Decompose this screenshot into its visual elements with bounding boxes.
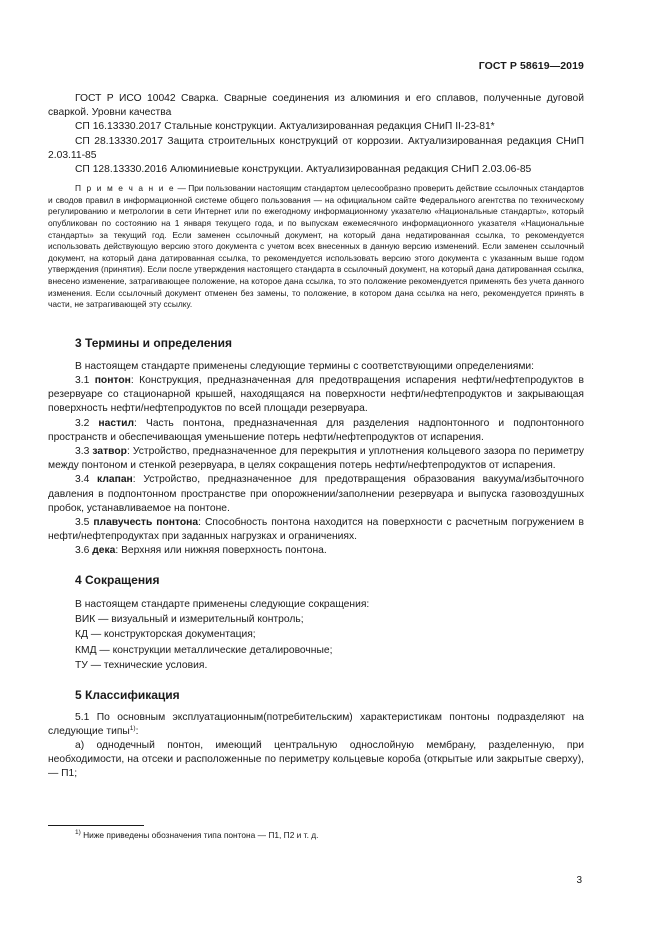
classification-item: а) однодечный понтон, имеющий центральную однослойную мембрану, разделенную, при необходимости, на отсеки и расположенные по периметру кольцевые короба (открытые или закрытые сверху), — П1;	[48, 740, 584, 780]
abbreviation-item: ВИК — визуальный и измерительный контроль;	[75, 614, 304, 625]
section-heading-terms: 3 Термины и определения	[75, 335, 233, 350]
note-text: — При пользовании настоящим стандартом целесообразно проверить действие ссылочных стандартов и сводов правил в информационной системе общего пользования — на официальном сайте Федерального агентства по техническому регулированию и метрологии в сети Интернет или по ежегодному информационному указателю «Национальные стандарты», который опубликован по состоянию на 1 января текущего года, и по выпускам ежемесячного информационного указателя «Национальные стандарты» за текущий год. Если заменен ссылочный документ, на который дана недатированная ссылка, то рекомендуется использовать действующую версию этого документа с учетом всех внесенных в данную версию изменений. Если заменен ссылочный документ, на который дана датированная ссылка, то рекомендуется использовать версию этого документа с указанным выше годом утверждения (принятия). Если после утверждения настоящего стандарта в ссылочный документ, на который дана датированная ссылка, внесено изменение, затрагивающее положение, на которое дана ссылка, то это положение рекомендуется применять без учета данного изменения. Если ссылочный документ отменен без замены, то положение, в котором дана ссылка на него, рекомендуется принять в части, не затрагивающей эту ссылку.	[48, 183, 584, 310]
reference-item: СП 128.13330.2016 Алюминиевые конструкции. Актуализированная редакция СНиП 2.03.06-85	[75, 164, 532, 176]
term-name: понтон	[94, 374, 131, 386]
term-text: : Верхняя или нижняя поверхность понтона.	[115, 545, 327, 557]
term-definition	[48, 374, 584, 417]
section-heading-classification: 5 Классификация	[75, 687, 180, 702]
term-definition	[48, 445, 584, 473]
abbreviation-item: КД — конструкторская документация;	[75, 629, 256, 641]
document-body	[48, 92, 584, 782]
section-heading-abbreviations: 4 Сокращения	[75, 572, 160, 587]
reference-item: СП 28.13330.2017 Защита строительных конструкций от коррозии. Актуализированная редакция СНиП 2.03.11-85	[48, 135, 584, 161]
reference-note	[48, 183, 584, 311]
paragraph-end: :	[135, 725, 139, 737]
term-name: плавучесть понтона	[93, 516, 199, 528]
term-definition	[48, 516, 584, 544]
term-number: 3.4	[75, 474, 98, 486]
term-definition	[48, 417, 584, 445]
paragraph-text: 5.1 По основным эксплуатационным(потребительским) характеристикам понтоны подразделяют на следующие типы	[48, 711, 584, 737]
term-text: : Конструкция, предназначенная для предотвращения испарения нефти/нефтепродуктов в резервуаре со стационарной крышей, находящаяся на поверхности нефти/нефтепродуктов и закрывающая поверхность нефти/нефтепродуктов по всей площади резервуара.	[48, 374, 584, 415]
note-label: П р и м е ч а н и е	[75, 183, 176, 194]
footnote-text: Ниже приведены обозначения типа понтона — П1, П2 и т. д.	[80, 830, 319, 840]
section-intro: В настоящем стандарте применены следующие термины с соответствующими определениями:	[75, 360, 535, 372]
term-number: 3.2	[75, 417, 99, 429]
term-number: 3.6	[75, 545, 93, 557]
term-number: 3.1	[75, 374, 95, 386]
footnote-mark: 1)	[75, 829, 81, 836]
reference-item: ГОСТ Р ИСО 10042 Сварка. Сварные соединения из алюминия и его сплавов, полученные дуговой сваркой. Уровни качества	[48, 93, 584, 119]
term-name: настил	[98, 417, 135, 429]
footnote	[75, 830, 318, 841]
term-definition	[48, 473, 584, 516]
page-number: 3	[576, 875, 582, 886]
term-text: : Устройство, предназначенное для предотвращения образования вакуума/избыточного давления в подпонтонном пространстве при опорожнении/заполнении резервуара и выпуска газовоздушных пробок, устанавливаемое на понтоне.	[48, 474, 584, 514]
term-text: : Часть понтона, предназначенная для разделения надпонтонного и подпонтонного пространств и обеспечивающая уменьшение потерь нефти/нефтепродуктов от испарения.	[48, 417, 584, 443]
term-name: клапан	[97, 474, 133, 486]
term-number: 3.3	[75, 445, 93, 457]
abbreviation-item: КМД — конструкции металлические деталировочные;	[75, 644, 333, 656]
section-intro: В настоящем стандарте применены следующие сокращения:	[75, 598, 370, 610]
term-text: : Способность понтона находится на поверхности с расчетным погружением в нефти/нефтепродуктах при заданных нагрузках и ограничениях.	[48, 516, 584, 543]
term-name: затвор	[92, 445, 127, 457]
term-text: : Устройство, предназначенное для перекрытия и уплотнения кольцевого зазора по периметру между понтоном и стенкой резервуара, в целях сокращения потерь нефти/нефтепродуктов от испарения.	[48, 445, 584, 472]
footnote-ref: 1)	[129, 724, 136, 732]
classification-paragraph	[48, 711, 584, 739]
footnote-divider	[48, 825, 144, 826]
term-definition	[48, 544, 584, 558]
abbreviation-item: ТУ — технические условия.	[75, 660, 208, 672]
term-number: 3.5	[75, 516, 94, 528]
reference-item: СП 16.13330.2017 Стальные конструкции. Актуализированная редакция СНиП II-23-81*	[75, 121, 495, 133]
document-number-header: ГОСТ Р 58619—2019	[478, 60, 584, 72]
term-name: дека	[92, 545, 116, 557]
